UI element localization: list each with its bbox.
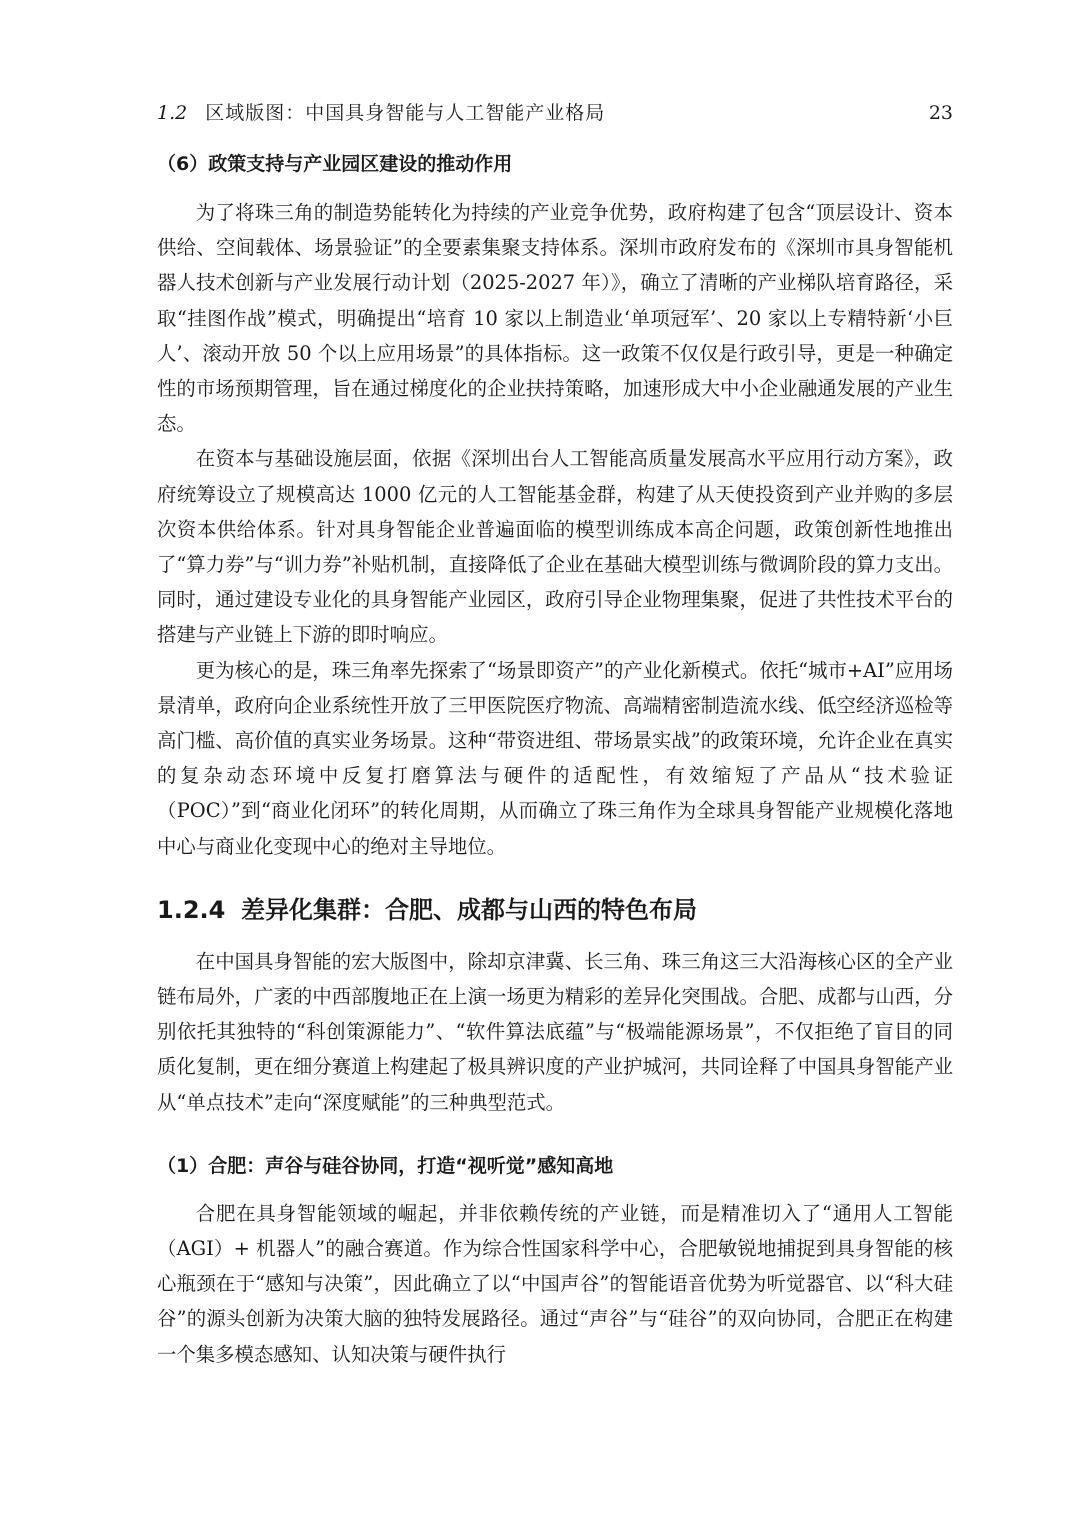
subsection-heading-6: （6）政策支持与产业园区建设的推动作用 [157,153,513,175]
paragraph-capital-infrastructure: 在资本与基础设施层面，依据《深圳出台人工智能高质量发展高水平应用行动方案》，政府统筹设立了规模高达 1000 亿元的人工智能基金群，构建了从天使投资到产业并购的多层次资本供给体系。针对具身智能企业普遍面临的模型训练成本高企问题，政策创新性地推出了“算力券”与“训力券”补贴机制，直接降低了企业在基础大模型训练与微调阶段的算力支出。同时，通过建设专业化的具身智能产业园区，政府引导企业物理集聚，促进了共性技术平台的搭建与产业链上下游的即时响应。 [157,447,953,647]
page-number: 23 [928,102,953,124]
header-section-number: 1.2 [157,102,188,124]
paragraph-differentiated-clusters: 在中国具身智能的宏大版图中，除却京津冀、长三角、珠三角这三大沿海核心区的全产业链布局外，广袤的中西部腹地正在上演一场更为精彩的差异化突围战。合肥、成都与山西，分别依托其独特的“科创策源能力”、“软件算法底蕴”与“极端能源场景”，不仅拒绝了盲目的同质化复制，更在细分赛道上构建起了极具辨识度的产业护城河，共同诠释了中国具身智能产业从“单点技术”走向“深度赋能”的三种典型范式。 [157,949,953,1114]
subsection-heading-hefei: （1）合肥：声谷与硅谷协同，打造“视听觉”感知高地 [157,1154,614,1177]
document-page [157,96,953,1372]
section-heading-1-2-4 [157,890,953,930]
section-title: 差异化集群：合肥、成都与山西的特色布局 [241,895,697,924]
section-number: 1.2.4 [157,895,226,924]
running-header-left [157,96,605,130]
paragraph-hefei: 合肥在具身智能领域的崛起，并非依赖传统的产业链，而是精准切入了“通用人工智能（AGI）+ 机器人”的融合赛道。作为综合性国家科学中心，合肥敏锐地捕捉到具身智能的核心瓶颈在于“感知与决策”，因此确立了以“中国声谷”的智能语音优势为听觉器官、以“科大硅谷”的源头创新为决策大脑的独特发展路径。通过“声谷”与“硅谷”的双向协同，合肥正在构建一个集多模态感知、认知决策与硬件执行 [157,1201,953,1366]
header-section-title: 区域版图：中国具身智能与人工智能产业格局 [205,102,606,124]
running-header [157,96,953,130]
paragraph-policy-system: 为了将珠三角的制造势能转化为持续的产业竞争优势，政府构建了包含“顶层设计、资本供给、空间载体、场景验证”的全要素集聚支持体系。深圳市政府发布的《深圳市具身智能机器人技术创新与产业发展行动计划（2025-2027 年）》，确立了清晰的产业梯队培育路径，采取“挂图作战”模式，明确提出“培育 10 家以上制造业‘单项冠军’、20 家以上专精特新‘小巨人’、滚动开放 50 个以上应用场景”的具体指标。这一政策不仅仅是行政引导，更是一种确定性的市场预期管理，旨在通过梯度化的企业扶持策略，加速形成大中小企业融通发展的产业生态。 [157,201,953,436]
paragraph-scenario-as-asset: 更为核心的是，珠三角率先探索了“场景即资产”的产业化新模式。依托“城市+AI”应用场景清单，政府向企业系统性开放了三甲医院医疗物流、高端精密制造流水线、低空经济巡检等高门槛、高价值的真实业务场景。这种“带资进组、带场景实战”的政策环境，允许企业在真实的复杂动态环境中反复打磨算法与硬件的适配性，有效缩短了产品从“技术验证（POC）”到“商业化闭环”的转化周期，从而确立了珠三角作为全球具身智能产业规模化落地中心与商业化变现中心的绝对主导地位。 [157,658,953,858]
